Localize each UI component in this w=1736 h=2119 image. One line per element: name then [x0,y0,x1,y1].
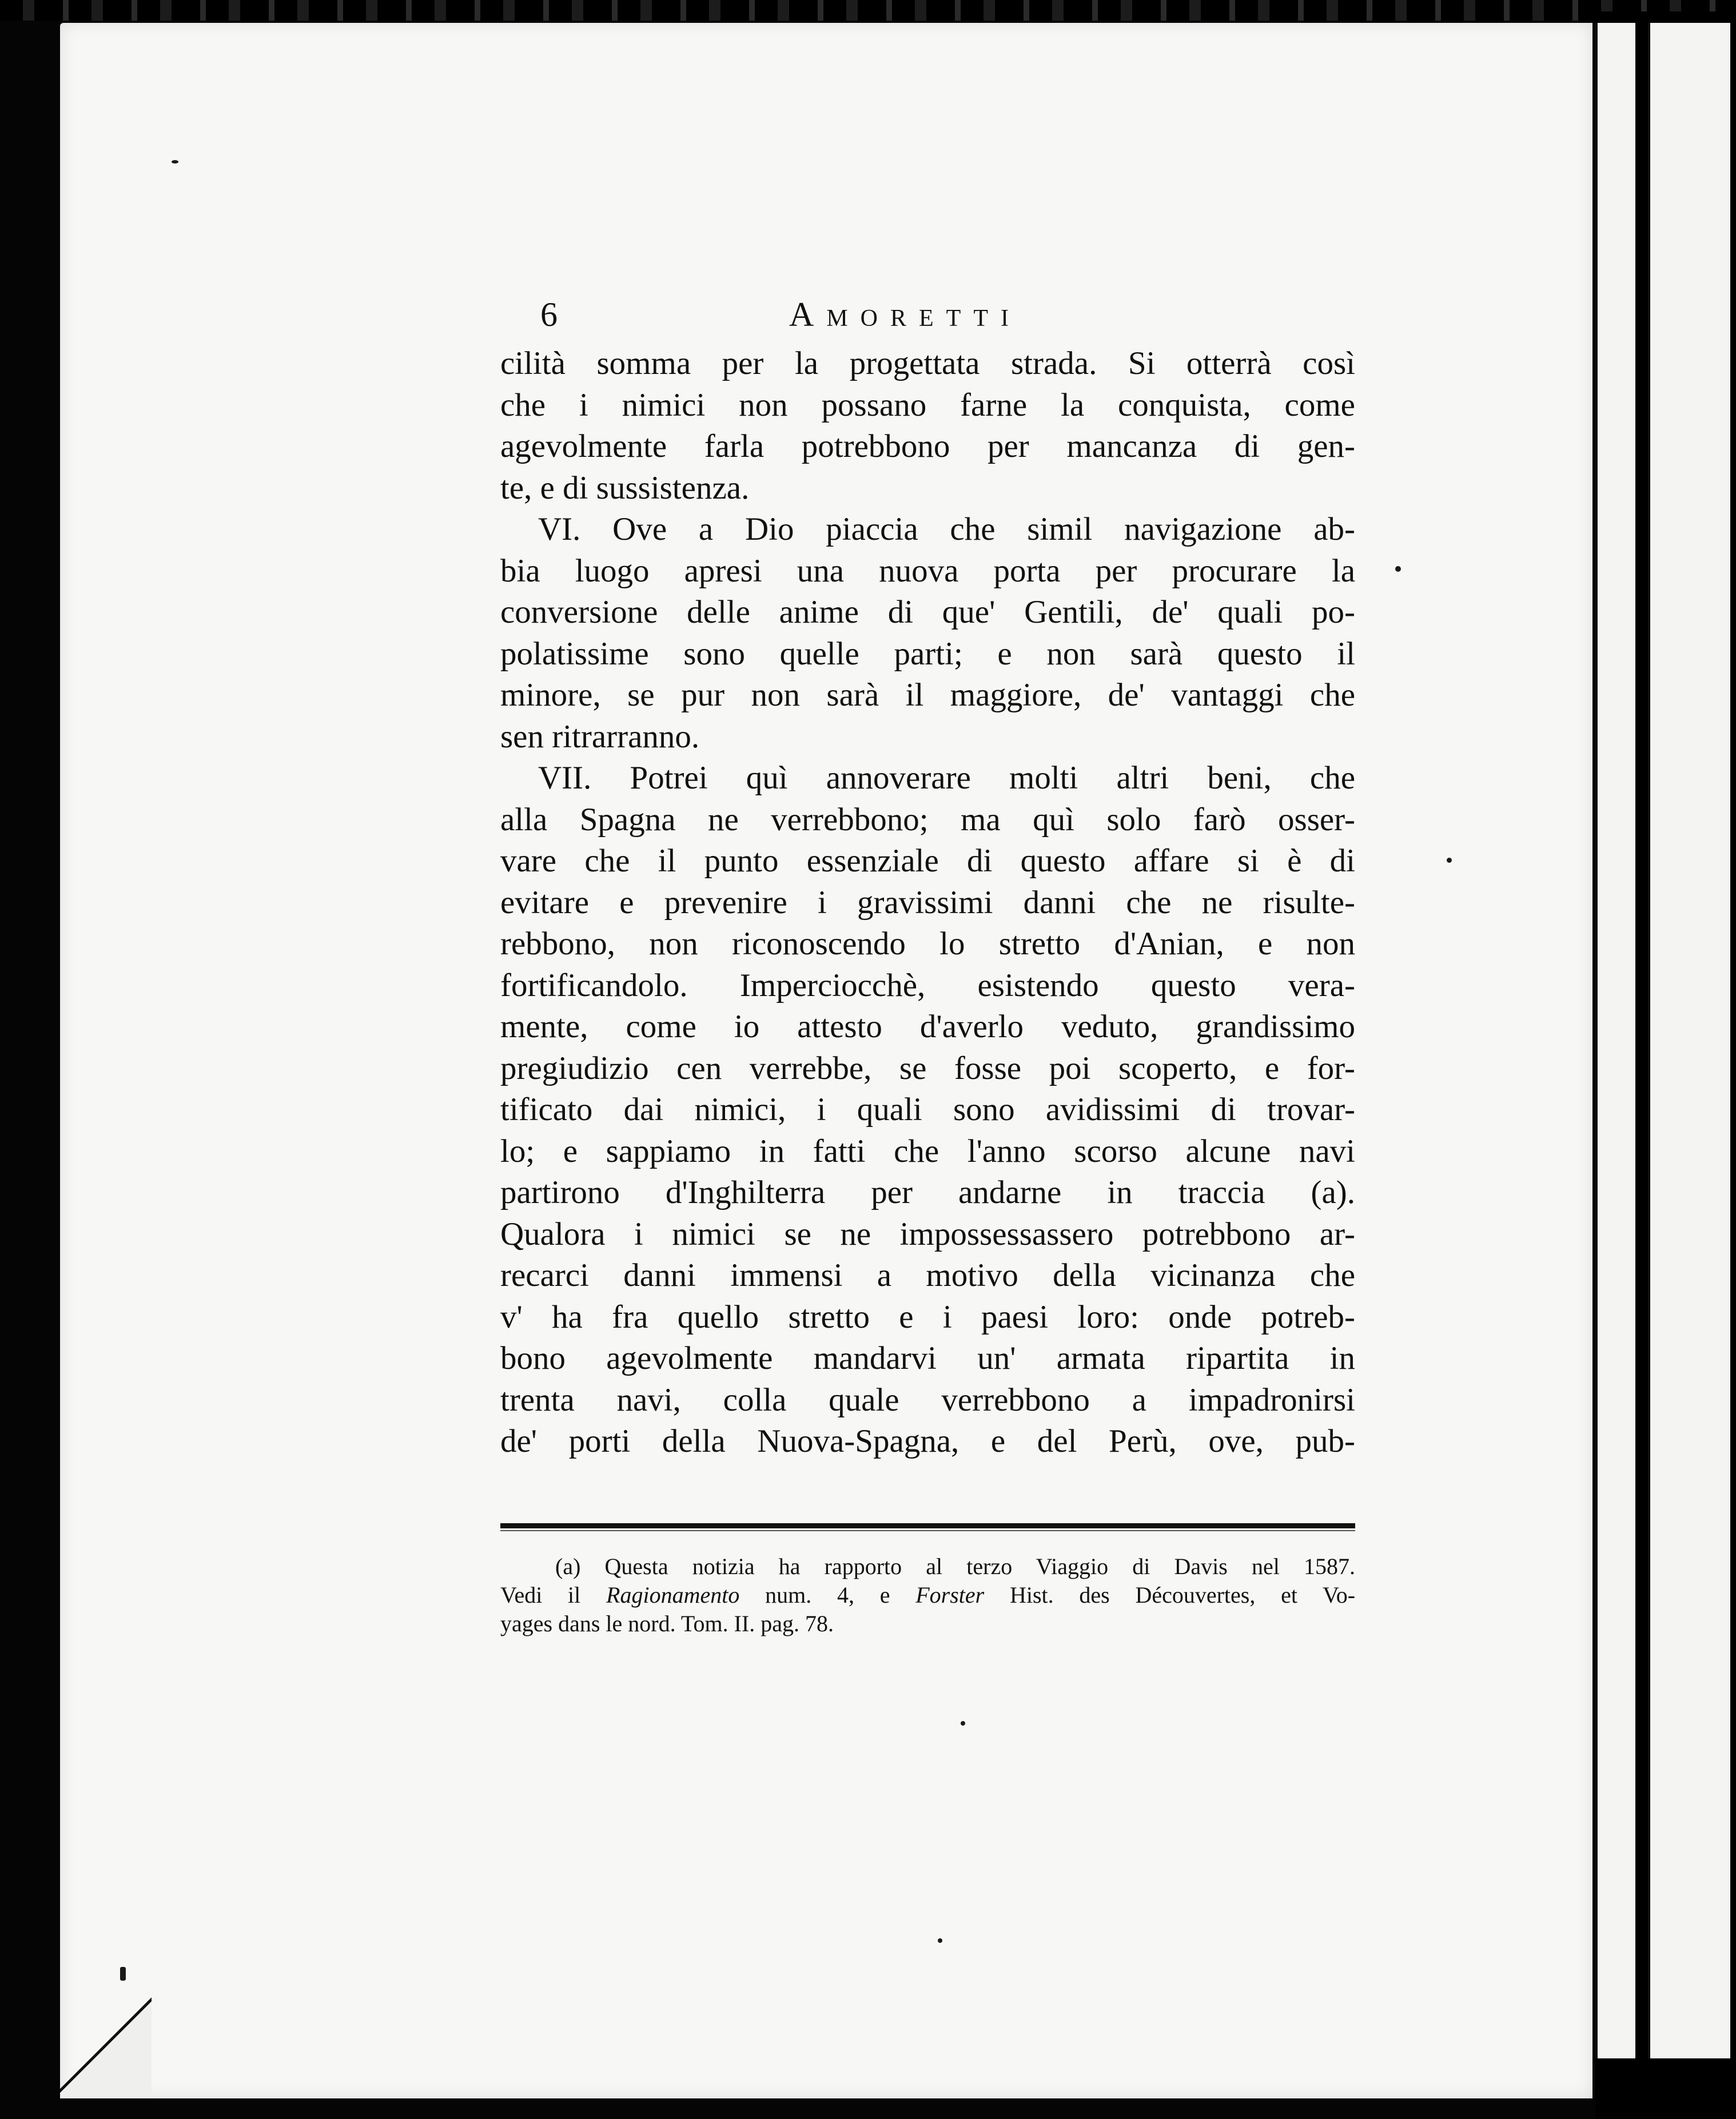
page-corner-fold [60,1995,152,2098]
footnote-italic-author: Forster [915,1582,985,1608]
scan-top-edge [0,0,1736,21]
text-line: agevolmente farla potrebbono per mancanza di gen- [500,428,1355,464]
text-line: partirono d'Inghilterra per andarne in traccia (a). [500,1174,1355,1210]
scan-speck [172,160,178,164]
footnote-rule [500,1523,1355,1531]
footnote-line: (a) Questa notizia ha rapporto al terzo Viaggio di Davis nel 1587. [555,1554,1355,1579]
page-text [500,292,1355,1463]
text-line: cilità somma per la progettata strada. Si otterrà così [500,345,1355,381]
text-line: alla Spagna ne verrebbono; ma quì solo farò osser- [500,801,1355,838]
scan-speck [961,1721,965,1726]
text-line: mente, come io attesto d'averlo veduto, grandissimo [500,1009,1355,1045]
scan-speck [938,1938,942,1943]
adjacent-pages-edge [1595,11,1736,2119]
paragraph-start-line: VII. Potrei quì annoverare molti altri beni, che [538,760,1355,796]
paragraph-start-line: VI. Ove a Dio piaccia che simil navigazione ab- [538,511,1355,547]
text-line: fortificandolo. Imperciocchè, esistendo questo vera- [500,967,1355,1003]
text-line: che i nimici non possano farne la conquista, come [500,387,1355,423]
text-line: trenta navi, colla quale verrebbono a impadronirsi [500,1381,1355,1418]
page-number: 6 [540,296,558,333]
text-line: polatissime sono quelle parti; e non sarà questo il [500,635,1355,672]
footnote-italic-title: Ragionamento [606,1582,740,1608]
footnote-line: yages dans le nord. Tom. II. pag. 78. [500,1611,834,1636]
text-line: evitare e prevenire i gravissimi danni che ne risulte- [500,884,1355,921]
text-line: v' ha fra quello stretto e i paesi loro: onde potreb- [500,1299,1355,1335]
text-line: te, e di sussistenza. [500,469,750,506]
text-line: pregiudizio cen verrebbe, se fosse poi scoperto, e for- [500,1050,1355,1086]
text-line: bia luogo apresi una nuova porta per procurare la [500,552,1355,589]
scan-speck [120,1967,126,1981]
footnote-text: num. 4, e [765,1582,890,1608]
text-line: rebbono, non riconoscendo lo stretto d'Anian, e non [500,926,1355,962]
text-line: conversione delle anime di que' Gentili, de' quali po- [500,594,1355,630]
adjacent-sheet [1648,23,1730,2058]
footnote-text: Hist. des Découvertes, et Vo- [1009,1582,1356,1608]
running-head [500,292,1355,343]
scan-speck [1447,858,1452,863]
text-line: vare che il punto essenziale di questo affare si è di [500,843,1355,879]
text-line: tificato dai nimici, i quali sono avidissimi di trovar- [500,1092,1355,1128]
scan-speck [1395,566,1401,572]
footnote-text: Vedi il [500,1582,581,1608]
text-line: bono agevolmente mandarvi un' armata ripartita in [500,1340,1355,1376]
text-line: de' porti della Nuova-Spagna, e del Perù, ove, pub- [500,1423,1355,1459]
text-line: sen ritrarranno. [500,718,700,755]
footnote-line [500,1581,1355,1610]
text-line: recarci danni immensi a motivo della vicinanza che [500,1257,1355,1293]
running-title: Amoretti [789,296,1021,333]
adjacent-sheet [1595,23,1638,2058]
text-line: Qualora i nimici se ne impossessassero potrebbono ar- [500,1216,1355,1252]
text-line: lo; e sappiamo in fatti che l'anno scorso alcune navi [500,1133,1355,1169]
sheet-gap [1635,11,1648,2119]
text-line: minore, se pur non sarà il maggiore, de' vantaggi che [500,677,1355,713]
footnote [500,1552,1355,1638]
